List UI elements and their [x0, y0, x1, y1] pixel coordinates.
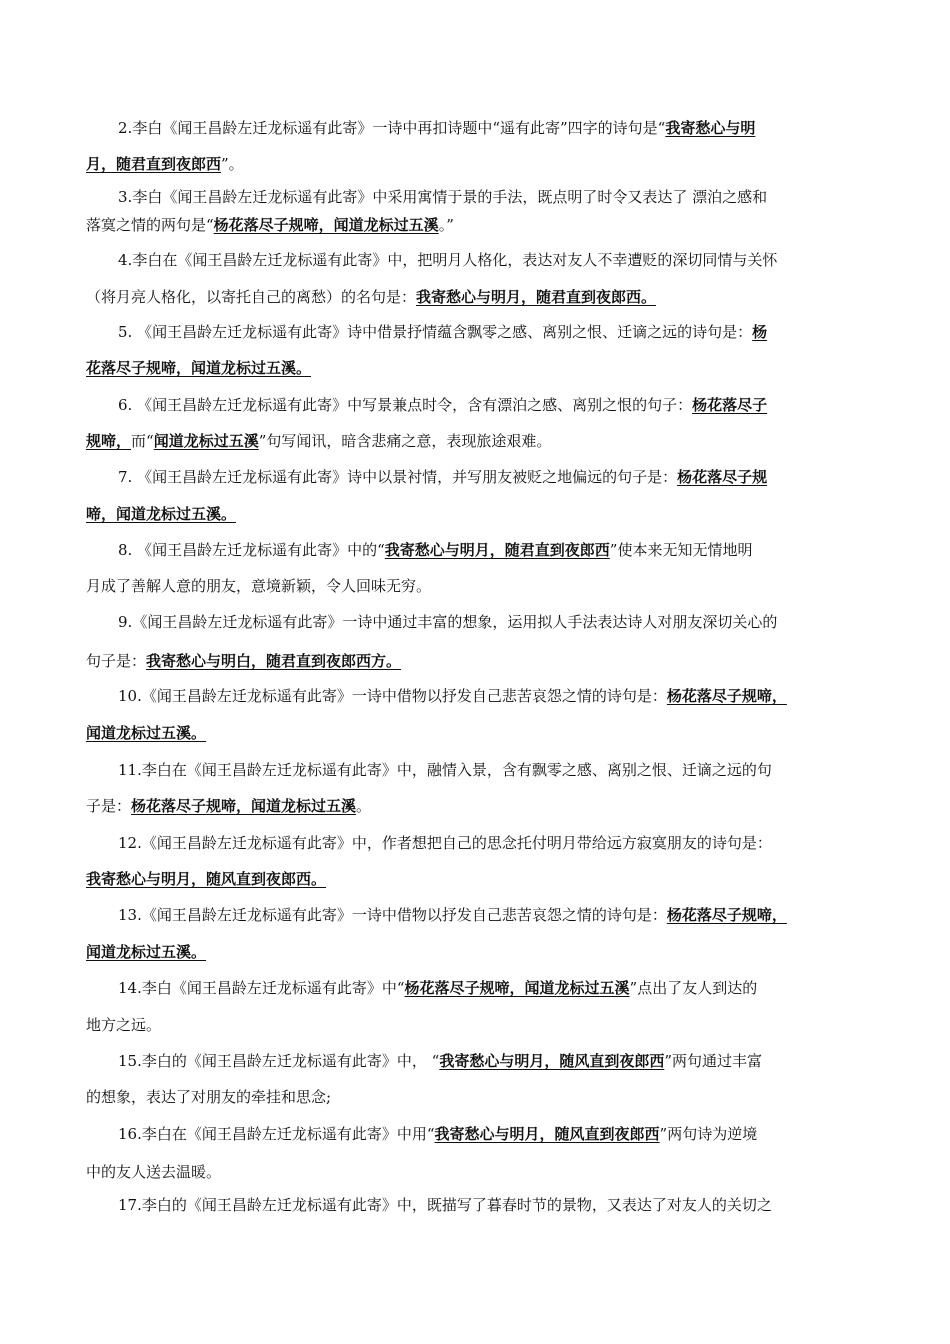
- item-number: 4.: [118, 251, 133, 269]
- answer-text: 杨: [752, 323, 768, 341]
- item-9-line-2: [86, 651, 881, 671]
- item-number: 15.: [118, 1052, 142, 1070]
- item-12-line-2: [86, 869, 881, 889]
- item-16-line-1: [118, 1124, 881, 1144]
- item-8-line-1: [118, 540, 881, 560]
- answer-text: 杨花落尽子规啼，: [666, 906, 787, 924]
- answer-text: 杨花落尽子规啼，闻道龙标过五溪: [404, 979, 630, 997]
- item-4-line-1: [118, 250, 881, 270]
- question-text: 李白的《闻王昌龄左迁龙标遥有此寄》中，既描写了暮春时节的景物，又表达了对友人的关切之: [141, 1196, 772, 1214]
- answer-text: 闻道龙标过五溪: [153, 432, 259, 450]
- item-10-line-2: [86, 723, 881, 743]
- question-text: 李白《闻王昌龄左迁龙标遥有此寄》中采用寓情于景的手法，既点明了时令又表达了 漂泊之感和: [132, 188, 768, 206]
- question-text: 《闻王昌龄左迁龙标遥有此寄》一诗中借物以抒发自己悲苦哀怨之情的诗句是：: [141, 687, 667, 705]
- question-text: （将月亮人格化，以寄托自己的离愁）的名句是：: [86, 288, 417, 306]
- answer-text: 杨花落尽子: [692, 396, 768, 414]
- item-3-line-2: [86, 215, 881, 235]
- trailing-text: 。: [356, 797, 372, 815]
- item-number: 14.: [118, 979, 142, 997]
- answer-text: 我寄愁心与明: [665, 119, 756, 137]
- item-number: 7.: [118, 468, 133, 486]
- trailing-text: ”。: [221, 155, 244, 173]
- item-number: 5.: [118, 323, 133, 341]
- item-8-line-2: [86, 576, 881, 596]
- question-text: 的想象，表达了对朋友的牵挂和思念;: [86, 1088, 332, 1106]
- answer-text: 闻道龙标过五溪。: [86, 724, 207, 742]
- answer-text: 我寄愁心与明月，随风直到夜郎西。: [86, 870, 327, 888]
- item-number: 16.: [118, 1125, 142, 1143]
- item-number: 13.: [118, 906, 142, 924]
- item-13-line-1: [118, 905, 881, 925]
- item-number: 8.: [118, 541, 133, 559]
- item-15-line-2: [86, 1087, 881, 1107]
- item-number: 17.: [118, 1196, 142, 1214]
- question-text: 子是：: [86, 797, 132, 815]
- item-4-line-2: [86, 287, 881, 307]
- item-5-line-2: [86, 358, 881, 378]
- question-text: 李白在《闻王昌龄左迁龙标遥有此寄》中用“: [141, 1125, 435, 1143]
- answer-text: 我寄愁心与明月，随风直到夜郎西: [434, 1125, 660, 1143]
- item-2-line-1: [118, 118, 881, 138]
- item-6-line-1: [118, 395, 881, 415]
- answer-text: 杨花落尽子规啼，: [666, 687, 787, 705]
- answer-text: 啼，闻道龙标过五溪。: [86, 505, 237, 523]
- trailing-text: ”使本来无知无情地明: [609, 541, 753, 559]
- question-text: 《闻王昌龄左迁龙标遥有此寄》诗中以景衬情，并写朋友被贬之地偏远的句子是：: [132, 468, 678, 486]
- question-text: 李白《闻王昌龄左迁龙标遥有此寄》一诗中再扣诗题中“遥有此寄”四字的诗句是“: [132, 119, 666, 137]
- item-number: 2.: [118, 119, 133, 137]
- answer-text: 我寄愁心与明白，随君直到夜郎西方。: [146, 652, 402, 670]
- item-11-line-2: [86, 796, 881, 816]
- question-text: 《闻王昌龄左迁龙标遥有此寄》一诗中借物以抒发自己悲苦哀怨之情的诗句是：: [141, 906, 667, 924]
- trailing-text: ”两句诗为逆境: [659, 1125, 758, 1143]
- trailing-text: ”点出了友人到达的: [629, 979, 758, 997]
- answer-text: 杨花落尽子规啼，闻道龙标过五溪: [213, 216, 439, 234]
- trailing-text: ”两句通过丰富: [664, 1052, 762, 1070]
- item-13-line-2: [86, 942, 881, 962]
- trailing-text: 。”: [438, 216, 454, 234]
- answer-text: 月，随君直到夜郎西: [86, 155, 222, 173]
- question-text: 月成了善解人意的朋友，意境新颖，令人回味无穷。: [86, 577, 432, 595]
- answer-text: 杨花落尽子规啼，闻道龙标过五溪: [131, 797, 357, 815]
- question-text: 句子是：: [86, 652, 147, 670]
- item-14-line-1: [118, 978, 881, 998]
- item-2-line-2: [86, 154, 881, 174]
- item-14-line-2: [86, 1015, 881, 1035]
- question-text: 李白在《闻王昌龄左迁龙标遥有此寄》中，融情入景，含有飘零之感、离别之恨、迁谪之远的句: [141, 761, 772, 779]
- answer-text: 闻道龙标过五溪。: [86, 943, 207, 961]
- item-16-line-2: [86, 1162, 881, 1182]
- question-text: 中的友人送去温暖。: [86, 1163, 222, 1181]
- item-number: 3.: [118, 188, 133, 206]
- item-7-line-2: [86, 504, 881, 524]
- question-text: 《闻王昌龄左迁龙标遥有此寄》中的“: [132, 541, 385, 559]
- item-5-line-1: [118, 322, 881, 342]
- item-17-line-1: [118, 1195, 881, 1215]
- question-text: 《闻王昌龄左迁龙标遥有此寄》中，作者想把自己的思念托付明月带给远方寂寞朋友的诗句是：: [141, 834, 772, 852]
- item-9-line-1: [118, 612, 881, 632]
- question-text: 李白在《闻王昌龄左迁龙标遥有此寄》中，把明月人格化，表达对友人不幸遭贬的深切同情与关怀: [132, 251, 778, 269]
- trailing-text: ”句写闻讯，暗含悲痛之意，表现旅途艰难。: [258, 432, 552, 450]
- item-number: 9.: [118, 613, 133, 631]
- item-number: 11.: [118, 761, 142, 779]
- item-6-line-2: [86, 431, 881, 451]
- question-text: 地方之远。: [86, 1016, 162, 1034]
- trailing-text: 而“: [131, 432, 154, 450]
- answer-text: 花落尽子规啼，闻道龙标过五溪。: [86, 359, 312, 377]
- question-text: 李白《闻王昌龄左迁龙标遥有此寄》中“: [141, 979, 405, 997]
- item-12-line-1: [118, 833, 881, 853]
- item-number: 12.: [118, 834, 142, 852]
- question-text: 《闻王昌龄左迁龙标遥有此寄》诗中借景抒情蕴含飘零之感、离别之恨、迁谪之远的诗句是：: [132, 323, 753, 341]
- question-text: 《闻王昌龄左迁龙标遥有此寄》中写景兼点时令，含有漂泊之感、离别之恨的句子：: [132, 396, 693, 414]
- item-10-line-1: [118, 686, 881, 706]
- question-text: 李白的《闻王昌龄左迁龙标遥有此寄》中， “: [141, 1052, 440, 1070]
- question-text: 落寞之情的两句是“: [86, 216, 214, 234]
- answer-text: 我寄愁心与明月，随君直到夜郎西: [384, 541, 610, 559]
- answer-text: 规啼，: [86, 432, 132, 450]
- item-3-line-1: [118, 187, 881, 207]
- item-7-line-1: [118, 467, 881, 487]
- question-text: 《闻王昌龄左迁龙标遥有此寄》一诗中通过丰富的想象，运用拟人手法表达诗人对朋友深切关心的: [132, 613, 778, 631]
- answer-text: 我寄愁心与明月，随风直到夜郎西: [439, 1052, 665, 1070]
- item-number: 10.: [118, 687, 142, 705]
- answer-text: 杨花落尽子规: [677, 468, 768, 486]
- answer-text: 我寄愁心与明月，随君直到夜郎西。: [416, 288, 657, 306]
- item-11-line-1: [118, 760, 881, 780]
- item-15-line-1: [118, 1051, 881, 1071]
- item-number: 6.: [118, 396, 133, 414]
